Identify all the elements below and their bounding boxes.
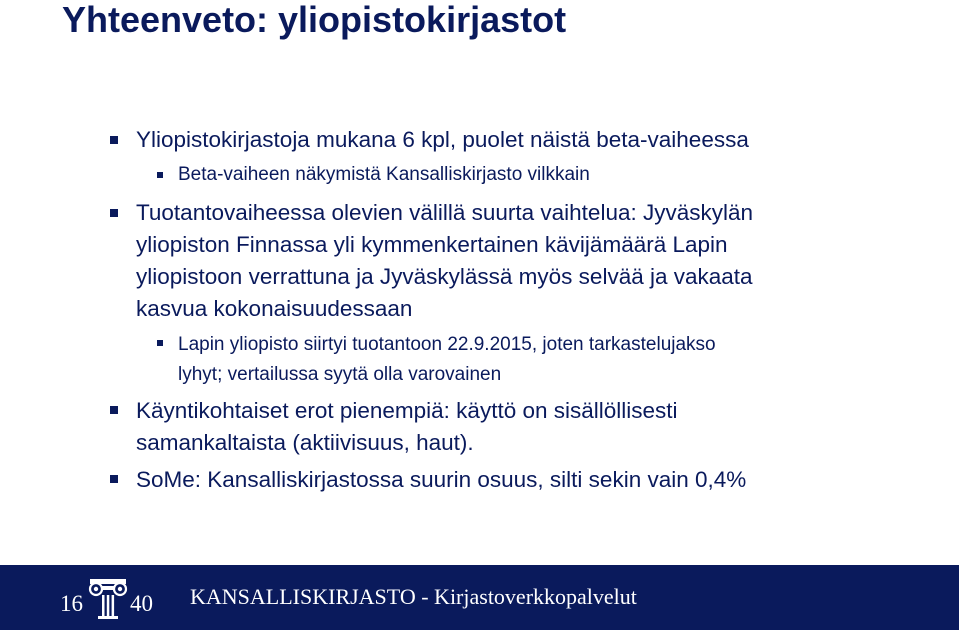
bullet-marker xyxy=(110,136,118,144)
sub-bullet-text: lyhyt; vertailussa syytä olla varovainen xyxy=(178,364,502,385)
column-capital-icon xyxy=(88,575,128,621)
bullet-text: Yliopistokirjastoja mukana 6 kpl, puolet näistä beta-vaiheessa xyxy=(136,127,749,152)
kansalliskirjasto-logo xyxy=(58,573,160,623)
sub-bullet-marker xyxy=(157,340,163,346)
slide-title: Yhteenveto: yliopistokirjastot xyxy=(62,0,567,40)
bullet-text: yliopistoon verrattuna ja Jyväskylässä myös selvää ja vakaata xyxy=(136,264,753,289)
bullet-text: Tuotantovaiheessa olevien välillä suurta vaihtelua: Jyväskylän xyxy=(136,200,754,225)
bullet-marker xyxy=(110,475,118,483)
footer-bar xyxy=(0,565,959,630)
bullet-text: kasvua kokonaisuudessaan xyxy=(136,296,413,321)
bullet-text: yliopiston Finnassa yli kymmenkertainen kävijämäärä Lapin xyxy=(136,232,728,257)
logo-year-right: 40 xyxy=(130,591,153,616)
footer-organization-text: KANSALLISKIRJASTO - Kirjastoverkkopalvelut xyxy=(190,584,637,609)
sub-bullet-text: Beta-vaiheen näkymistä Kansalliskirjasto vilkkain xyxy=(178,164,590,185)
logo-year-left: 16 xyxy=(60,591,83,616)
bullet-marker xyxy=(110,209,118,217)
bullet-text: Käyntikohtaiset erot pienempiä: käyttö on sisällöllisesti xyxy=(136,398,678,423)
sub-bullet-marker xyxy=(157,172,163,178)
bullet-text: SoMe: Kansalliskirjastossa suurin osuus, silti sekin vain 0,4% xyxy=(136,467,747,492)
bullet-text: samankaltaista (aktiivisuus, haut). xyxy=(136,430,474,455)
bullet-marker xyxy=(110,406,118,414)
sub-bullet-text: Lapin yliopisto siirtyi tuotantoon 22.9.2015, joten tarkastelujakso xyxy=(178,334,716,355)
